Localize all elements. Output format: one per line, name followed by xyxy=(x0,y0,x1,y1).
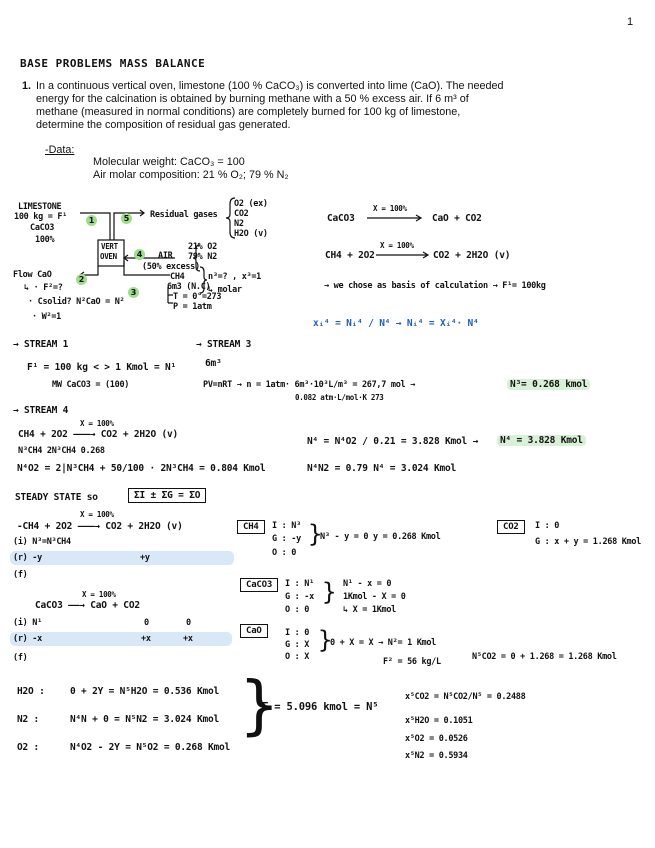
table-2-reaction-row-highlight xyxy=(10,632,232,646)
table-2-row-react: (r) -x xyxy=(13,634,42,644)
problem-line-4: determine the composition of residual gas generated. xyxy=(36,119,291,131)
cao-balance-result-2: F² = 56 kg/L xyxy=(383,657,441,667)
final-n2-equation: N⁴N + 0 = N⁵N2 = 3.024 Kmol xyxy=(70,714,220,725)
ch4-balance-tag: CH4 xyxy=(237,520,265,534)
molar-fraction-formula: xᵢ⁴ = Nᵢ⁴ / N⁴ → Nᵢ⁴ = Xᵢ⁴· N⁴ xyxy=(313,318,479,329)
ch4-label: CH4 xyxy=(170,272,185,282)
ch4-balance-o: O : 0 xyxy=(272,548,297,558)
steady-state-equation: ΣI ± ΣG = ΣO xyxy=(128,488,206,503)
table-2-row-initial: (i) N¹ xyxy=(13,618,42,628)
final-h2o-label: H2O : xyxy=(17,686,45,697)
ch4-balance-g: G : -y xyxy=(272,534,301,544)
air-n2: 79% N2 xyxy=(188,252,217,262)
air-excess: (50% excess) xyxy=(142,262,200,272)
cao-balance-tag: CaO xyxy=(240,624,268,638)
stream-4-label: → STREAM 4 xyxy=(13,405,69,416)
final-o2-label: O2 : xyxy=(17,742,40,753)
table-2-cond: X = 100% xyxy=(82,590,116,599)
reaction-1-rhs: CaO + CO2 xyxy=(432,213,482,224)
fraction-h2o: x⁵H2O = 0.1051 xyxy=(405,716,473,726)
stream-4-n4-result: N⁴ = 3.828 Kmol xyxy=(497,435,586,446)
ch4-temperature: T = 0°=273 xyxy=(173,292,222,302)
ch4-balance-brace: } xyxy=(308,520,323,548)
stream-4-n2: N⁴N2 = 0.79 N⁴ = 3.024 Kmol xyxy=(307,463,457,474)
fraction-co2: x⁵CO2 = N⁵CO2/N⁵ = 0.2488 xyxy=(405,692,526,702)
stream-3-m3: 6m³ xyxy=(205,358,222,369)
ch4-balance-i: I : N³ xyxy=(272,521,301,531)
stream-4-stoich: N³CH4 2N³CH4 0.268 xyxy=(18,446,105,456)
steady-state-label: STEADY STATE so xyxy=(15,492,98,503)
ch4-pressure: P = 1atm xyxy=(173,302,212,312)
data-line-2: Air molar composition: 21 % O₂; 79 % N₂ xyxy=(93,169,289,181)
table-1-row-react-co2: +y xyxy=(140,553,150,563)
final-h2o-equation: 0 + 2Y = N⁵H2O = 0.536 Kmol xyxy=(70,686,220,697)
final-n2-label: N2 : xyxy=(17,714,40,725)
stream-marker-1: 1 xyxy=(86,208,97,227)
caco3-balance-g: G : -x xyxy=(285,592,314,602)
cao-balance-result-3: N⁵CO2 = 0 + 1.268 = 1.268 Kmol xyxy=(472,652,617,662)
stream-4-n4: N⁴ = N⁴O2 / 0.21 = 3.828 Kmol → xyxy=(307,436,479,447)
n3-note-molar: ↳ molar xyxy=(208,285,242,295)
oven-label-bottom: OVEN xyxy=(100,252,117,261)
basis-note: → we chose as basis of calculation → F¹= 100kg xyxy=(324,281,546,291)
limestone-mass: 100 kg = F¹ xyxy=(14,212,67,222)
caco3-balance-result-3: ↳ X = 1Kmol xyxy=(343,605,396,615)
stream-marker-3: 3 xyxy=(128,280,139,299)
caco3-balance-result-2: 1Kmol - X = 0 xyxy=(343,592,406,602)
residual-o2: O2 (ex) xyxy=(234,199,268,209)
table-1-reaction: -CH4 + 2O2 ———→ CO2 + 2H2O (v) xyxy=(17,521,183,532)
reaction-1-arrow xyxy=(366,213,424,223)
limestone-purity: 100% xyxy=(35,235,55,245)
limestone-label: LIMESTONE xyxy=(18,202,62,212)
table-2-row-react-cao: +x xyxy=(141,634,151,644)
table-2-row-final: (f) xyxy=(13,653,28,663)
caco3-balance-brace: } xyxy=(322,578,337,606)
table-1-cond: X = 100% xyxy=(80,510,114,519)
residual-n2: N2 xyxy=(234,219,244,229)
stream-marker-4: 4 xyxy=(134,242,145,261)
cao-balance-brace: } xyxy=(318,626,333,654)
stream-3-line-1: PV=nRT → n = 1atm· 6m³·10³L/m³ = 267,7 mol → xyxy=(203,380,415,390)
residual-h2o: H2O (v) xyxy=(234,229,268,239)
air-label: AIR xyxy=(158,251,173,261)
table-1-reaction-row-highlight xyxy=(10,551,234,565)
flow-w2: · W²=1 xyxy=(32,312,61,322)
cao-balance-g: G : X xyxy=(285,640,310,650)
stream-4-o2: N⁴O2 = 2|N³CH4 + 50/100 · 2N³CH4 = 0.804 Kmol xyxy=(17,463,266,474)
page-number: 1 xyxy=(627,16,634,28)
page-title: BASE PROBLEMS MASS BALANCE xyxy=(20,57,206,70)
cao-balance-i: I : 0 xyxy=(285,628,310,638)
caco3-balance-result-1: N¹ - x = 0 xyxy=(343,579,392,589)
co2-balance-g: G : x + y = 1.268 Kmol xyxy=(535,537,641,547)
problem-line-3: methane (measured in normal conditions) are completely burned for 100 kg of limestone, xyxy=(36,106,461,118)
final-sum: Σ = 5.096 kmol = N⁵ xyxy=(262,701,379,713)
stream-1-label: → STREAM 1 xyxy=(13,339,69,350)
stream-3-label: → STREAM 3 xyxy=(196,339,252,350)
data-line-1: Molecular weight: CaCO₃ = 100 xyxy=(93,156,245,168)
caco3-balance-o: O : 0 xyxy=(285,605,310,615)
problem-line-2: energy for the calcination is obtained by burning methane with a 50 % excess air. If 6 m³ of xyxy=(36,93,469,105)
oven-label-top: VERT xyxy=(101,242,118,251)
reaction-1-lhs: CaCO3 xyxy=(327,213,355,224)
table-1-row-react: (r) -y xyxy=(13,553,42,563)
cao-balance-o: O : X xyxy=(285,652,310,662)
problem-line-1: In a continuous vertical oven, limestone (100 % CaCO₃) is converted into lime (CaO). The needed xyxy=(36,80,504,92)
reaction-2-rhs: CO2 + 2H2O (v) xyxy=(433,250,511,261)
reaction-1-cond: X = 100% xyxy=(373,204,407,213)
caco3-balance-i: I : N¹ xyxy=(285,579,314,589)
air-o2: 21% O2 xyxy=(188,242,217,252)
table-2-row-initial-co2: 0 xyxy=(186,618,191,628)
flow-cao: Flow CaO xyxy=(13,270,52,280)
stream-4-cond: X = 100% xyxy=(80,419,114,428)
n3-note: n³=? , x³=1 xyxy=(208,272,261,282)
stream-1-line-1: F¹ = 100 kg < > 1 Kmol = N¹ xyxy=(27,362,177,373)
stream-marker-2: 2 xyxy=(76,267,87,286)
table-2-row-initial-cao: 0 xyxy=(144,618,149,628)
caco3-balance-tag: CaCO3 xyxy=(240,578,278,592)
stream-4-reaction: CH4 + 2O2 ———→ CO2 + 2H2O (v) xyxy=(18,429,179,440)
table-2-reaction: CaCO3 ——→ CaO + CO2 xyxy=(35,600,140,611)
fraction-n2: x⁵N2 = 0.5934 xyxy=(405,751,468,761)
table-1-row-final: (f) xyxy=(13,570,28,580)
table-1-row-initial: (i) N³=N³CH4 xyxy=(13,537,71,547)
stream-3-denominator: 0.082 atm·L/mol·K 273 xyxy=(295,393,384,402)
data-heading: -Data: xyxy=(45,144,75,156)
stream-3-result: N³= 0.268 kmol xyxy=(507,379,590,390)
flow-f2: ↳ · F²=? xyxy=(24,283,63,293)
final-o2-equation: N⁴O2 - 2Y = N⁵O2 = 0.268 Kmol xyxy=(70,742,231,753)
stream-marker-5: 5 xyxy=(121,206,132,225)
flow-solid: · Csolid? N²CaO = N² xyxy=(28,297,125,307)
residual-co2: CO2 xyxy=(234,209,249,219)
problem-number: 1. xyxy=(22,80,32,92)
final-brace: } xyxy=(240,669,279,743)
cao-balance-result-1: 0 + X = X → N²= 1 Kmol xyxy=(330,638,436,648)
stream-1-line-2: MW CaCO3 = (100) xyxy=(52,380,130,390)
co2-balance-tag: CO2 xyxy=(497,520,525,534)
reaction-2-cond: X = 100% xyxy=(380,241,414,250)
reaction-2-lhs: CH4 + 2O2 xyxy=(325,250,375,261)
co2-balance-i: I : 0 xyxy=(535,521,560,531)
residual-gases-label: Residual gases xyxy=(150,210,218,220)
limestone-compound: CaCO3 xyxy=(30,223,55,233)
reaction-2-arrow xyxy=(375,250,431,260)
fraction-o2: x⁵O2 = 0.0526 xyxy=(405,734,468,744)
ch4-volume: 6m3 (N.C) xyxy=(167,282,211,292)
table-2-row-react-co2: +x xyxy=(183,634,193,644)
ch4-balance-result: N³ - y = 0 y = 0.268 Kmol xyxy=(320,532,441,542)
